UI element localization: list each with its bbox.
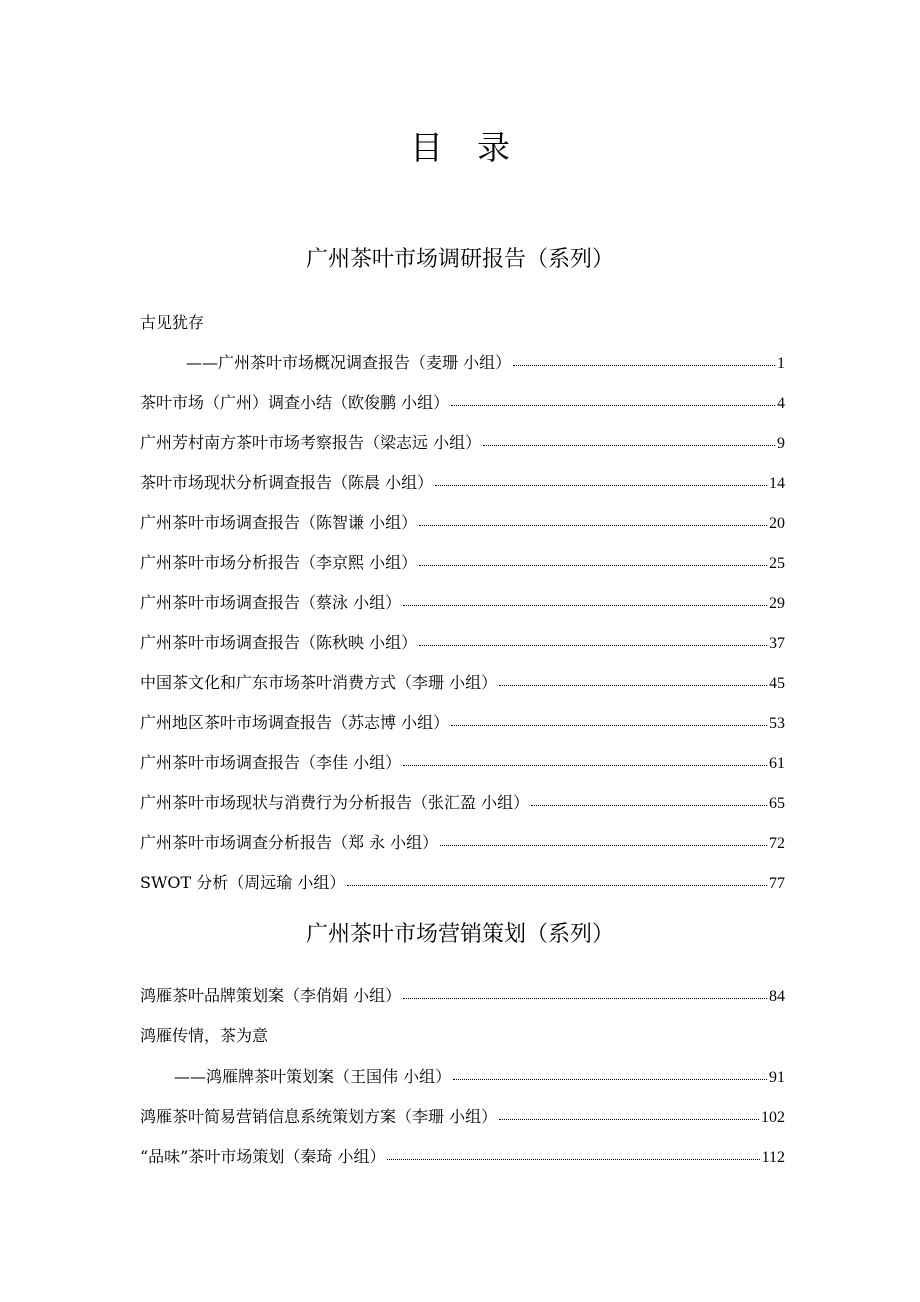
toc-entry-page: 91 — [769, 1069, 785, 1086]
toc-entry-page: 25 — [769, 555, 785, 572]
toc-entry-page: 20 — [769, 515, 785, 532]
toc-entry-title: 广州茶叶市场分析报告（李京熙 小组） — [140, 553, 418, 572]
section-title-research: 广州茶叶市场调研报告（系列） — [305, 247, 614, 272]
dot-leader — [499, 684, 767, 686]
toc-subheading: 鸿雁传情，茶为意 — [140, 1026, 269, 1045]
toc-entry-page: 37 — [769, 635, 785, 652]
toc-entry[interactable] — [140, 983, 785, 1009]
toc-entry-page: 9 — [777, 435, 785, 452]
dot-leader — [513, 364, 775, 366]
toc-entry-title: 广州茶叶市场调查报告（李佳 小组） — [140, 753, 402, 772]
toc-entry-page: 29 — [769, 595, 785, 612]
dot-leader — [387, 1158, 759, 1160]
toc-entry-page: 4 — [777, 395, 785, 412]
toc-entry-title: 广州地区茶叶市场调查报告（苏志博 小组） — [140, 713, 450, 732]
toc-entry-title: 广州芳村南方茶叶市场考察报告（梁志远 小组） — [140, 433, 482, 452]
dot-leader — [403, 997, 767, 999]
toc-entry[interactable] — [140, 510, 785, 536]
toc-entry[interactable] — [140, 550, 785, 576]
toc-entry-title: 广州茶叶市场调查报告（陈智谦 小组） — [140, 513, 418, 532]
toc-entry-title: 广州茶叶市场现状与消费行为分析报告（张汇盈 小组） — [140, 793, 530, 812]
toc-entry-title: 广州茶叶市场调查报告（蔡泳 小组） — [140, 593, 402, 612]
toc-entry[interactable] — [140, 830, 785, 856]
dot-leader — [440, 844, 767, 846]
toc-entry-page: 84 — [769, 988, 785, 1005]
page-title-char-2: 录 — [477, 128, 510, 167]
dot-leader — [435, 484, 767, 486]
dot-leader — [499, 1118, 759, 1120]
page-title-char-1: 目 — [410, 128, 443, 167]
dot-leader — [419, 644, 767, 646]
toc-entry-page: 53 — [769, 715, 785, 732]
page-title — [0, 126, 920, 170]
dot-leader — [347, 884, 767, 886]
toc-entry[interactable] — [140, 430, 785, 456]
toc-entry-title: 中国茶文化和广东市场茶叶消费方式（李珊 小组） — [140, 673, 498, 692]
toc-entry-title: 鸿雁茶叶品牌策划案（李俏娟 小组） — [140, 986, 402, 1005]
toc-entry-title: 茶叶市场（广州）调查小结（欧俊鹏 小组） — [140, 393, 450, 412]
toc-entry-title: “品味”茶叶市场策划（秦琦 小组） — [140, 1147, 386, 1166]
dot-leader — [403, 764, 767, 766]
dot-leader — [451, 404, 775, 406]
dot-leader — [419, 564, 767, 566]
dot-leader — [403, 604, 767, 606]
dot-leader — [483, 444, 775, 446]
toc-entry[interactable] — [140, 590, 785, 616]
toc-entry[interactable] — [140, 790, 785, 816]
toc-entry[interactable] — [140, 1104, 785, 1130]
toc-entry[interactable] — [140, 750, 785, 776]
toc-entry-title: ——鸿雁牌茶叶策划案（王国伟 小组） — [174, 1067, 452, 1086]
toc-entry[interactable] — [140, 390, 785, 416]
dot-leader — [453, 1078, 767, 1080]
toc-entry[interactable] — [140, 670, 785, 696]
toc-entry-title: 广州茶叶市场调查分析报告（郑 永 小组） — [140, 833, 439, 852]
toc-entry-title: 广州茶叶市场调查报告（陈秋映 小组） — [140, 633, 418, 652]
toc-entry[interactable] — [140, 630, 785, 656]
dot-leader — [451, 724, 767, 726]
toc-entry-title: 鸿雁茶叶简易营销信息系统策划方案（李珊 小组） — [140, 1107, 498, 1126]
toc-entry-page: 102 — [761, 1109, 785, 1126]
dot-leader — [419, 524, 767, 526]
toc-entry[interactable] — [174, 1064, 785, 1090]
dot-leader — [531, 804, 767, 806]
toc-entry-page: 112 — [761, 1149, 785, 1166]
toc-entry-page: 1 — [777, 355, 785, 372]
toc-subheading: 古见犹存 — [140, 313, 205, 332]
toc-entry-title: 茶叶市场现状分析调查报告（陈晨 小组） — [140, 473, 434, 492]
toc-entry[interactable] — [140, 870, 785, 896]
toc-entry-page: 61 — [769, 755, 785, 772]
toc-entry-page: 77 — [769, 875, 785, 892]
section-title-marketing: 广州茶叶市场营销策划（系列） — [305, 922, 614, 947]
toc-entry-page: 45 — [769, 675, 785, 692]
toc-entry-title: ——广州茶叶市场概况调查报告（麦珊 小组） — [186, 353, 512, 372]
toc-entry-page: 65 — [769, 795, 785, 812]
toc-entry-page: 14 — [769, 475, 785, 492]
toc-entry[interactable] — [186, 350, 785, 376]
toc-entry-title: SWOT 分析（周远瑜 小组） — [140, 873, 346, 892]
toc-entry[interactable] — [140, 1144, 785, 1170]
toc-entry[interactable] — [140, 710, 785, 736]
toc-entry[interactable] — [140, 470, 785, 496]
toc-entry-page: 72 — [769, 835, 785, 852]
